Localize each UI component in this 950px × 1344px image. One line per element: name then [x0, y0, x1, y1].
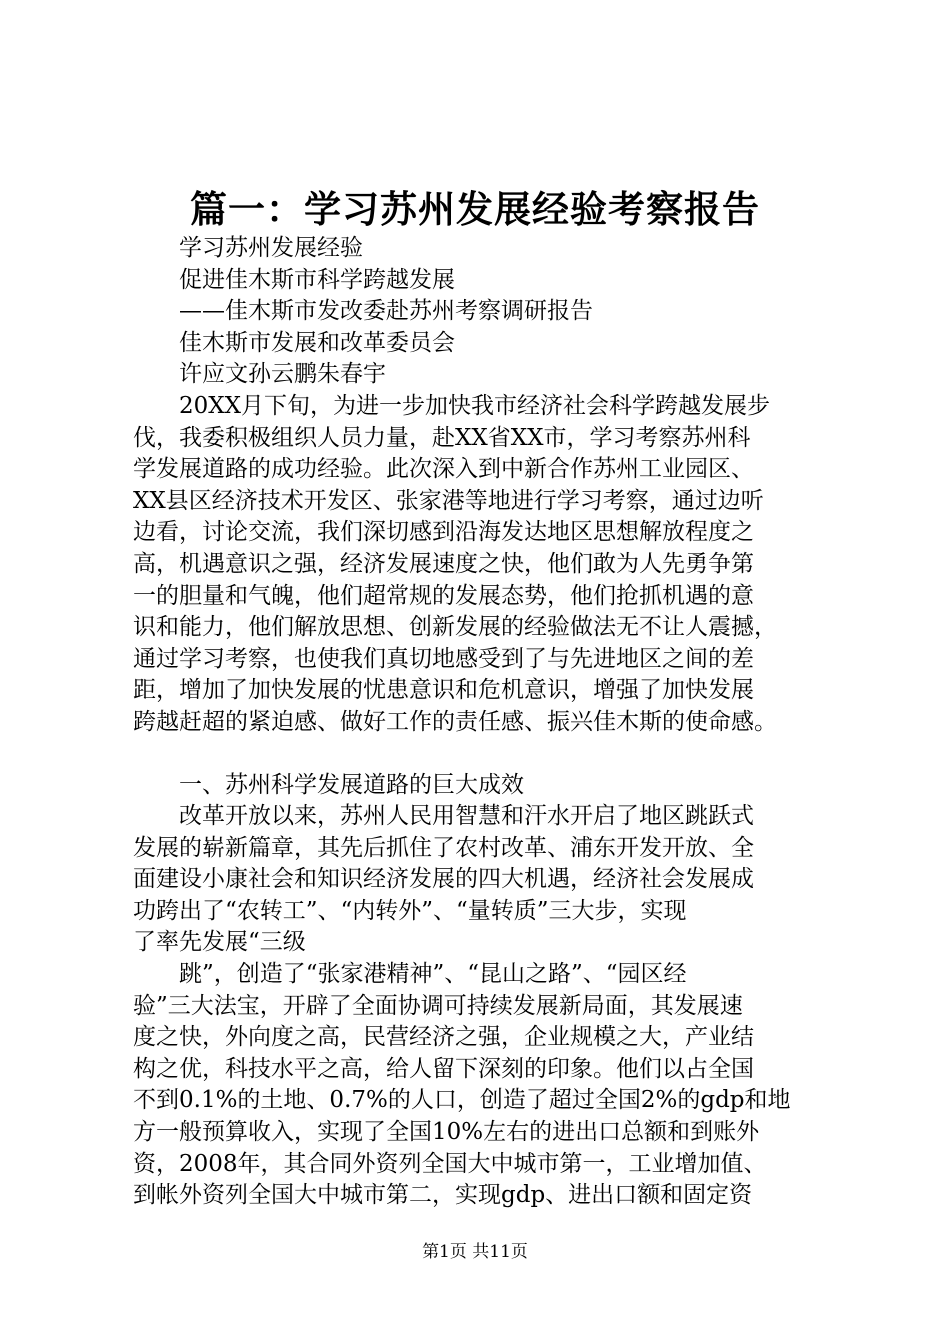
paragraph-line: 跳”，创造了“张家港精神”、“昆山之路”、“园区经	[179, 961, 687, 988]
paragraph-line: 度之快，外向度之高，民营经济之强，企业规模之大，产业结	[133, 1024, 754, 1051]
page-footer: 第1页 共11页	[422, 1242, 528, 1262]
header-block	[133, 233, 833, 391]
paragraph-intro	[133, 391, 833, 739]
header-line: ——佳木斯市发改委赴苏州考察调研报告	[179, 298, 593, 325]
paragraph-line: 一的胆量和气魄，他们超常规的发展态势，他们抢抓机遇的意	[133, 582, 754, 609]
paragraph-line: XX县区经济技术开发区、张家港等地进行学习考察，通过边听	[133, 487, 764, 514]
paragraph-line: 验”三大法宝，开辟了全面协调可持续发展新局面，其发展速	[133, 992, 743, 1019]
paragraph-line: 到帐外资列全国大中城市第二，实现gdp、进出口额和固定资	[133, 1182, 753, 1209]
section-heading: 一、苏州科学发展道路的巨大成效	[179, 771, 524, 798]
paragraph-continued	[133, 959, 833, 1212]
paragraph-line: 发展的崭新篇章，其先后抓住了农村改革、浦东开发开放、全	[133, 834, 754, 861]
document-title: 篇一：学习苏州发展经验考察报告	[190, 187, 760, 231]
paragraph-line: 不到0.1%的土地、0.7%的人口，创造了超过全国2%的gdp和地	[133, 1087, 791, 1114]
paragraph-line: 通过学习考察，也使我们真切地感受到了与先进地区之间的差	[133, 645, 754, 672]
paragraph-line: 方一般预算收入，实现了全国10%左右的进出口总额和到账外	[133, 1119, 760, 1146]
paragraph-line: 伐，我委积极组织人员力量，赴XX省XX市，学习考察苏州科	[133, 424, 751, 451]
header-line: 佳木斯市发展和改革委员会	[179, 329, 455, 356]
paragraph-line: 资，2008年，其合同外资列全国大中城市第一，工业增加值、	[133, 1150, 767, 1177]
paragraph-line: 了率先发展“三级	[133, 929, 306, 956]
header-line: 学习苏州发展经验	[179, 235, 363, 261]
paragraph-line: 距，增加了加快发展的忧患意识和危机意识，增强了加快发展	[133, 677, 754, 704]
paragraph-achievements	[133, 801, 833, 959]
paragraph-line: 识和能力，他们解放思想、创新发展的经验做法无不让人震撼，	[133, 614, 777, 641]
header-line: 许应文孙云鹏朱春宇	[179, 361, 386, 388]
paragraph-line: 20XX月下旬，为进一步加快我市经济社会科学跨越发展步	[179, 392, 771, 419]
paragraph-line: 构之优，科技水平之高，给人留下深刻的印象。他们以占全国	[133, 1055, 754, 1082]
paragraph-line: 面建设小康社会和知识经济发展的四大机遇，经济社会发展成	[133, 866, 754, 893]
paragraph-line: 功跨出了“农转工”、“内转外”、“量转质”三大步，实现	[133, 897, 687, 924]
paragraph-line: 高，机遇意识之强，经济发展速度之快，他们敢为人先勇争第	[133, 550, 754, 577]
paragraph-line: 学发展道路的成功经验。此次深入到中新合作苏州工业园区、	[133, 456, 754, 483]
paragraph-line: 边看，讨论交流，我们深切感到沿海发达地区思想解放程度之	[133, 519, 754, 546]
paragraph-line: 改革开放以来，苏州人民用智慧和汗水开启了地区跳跃式	[179, 803, 754, 830]
document-body	[133, 233, 833, 1212]
paragraph-spacer	[133, 739, 833, 770]
header-line: 促进佳木斯市科学跨越发展	[179, 266, 455, 293]
paragraph-line: 跨越赶超的紧迫感、做好工作的责任感、振兴佳木斯的使命感。	[133, 708, 777, 735]
